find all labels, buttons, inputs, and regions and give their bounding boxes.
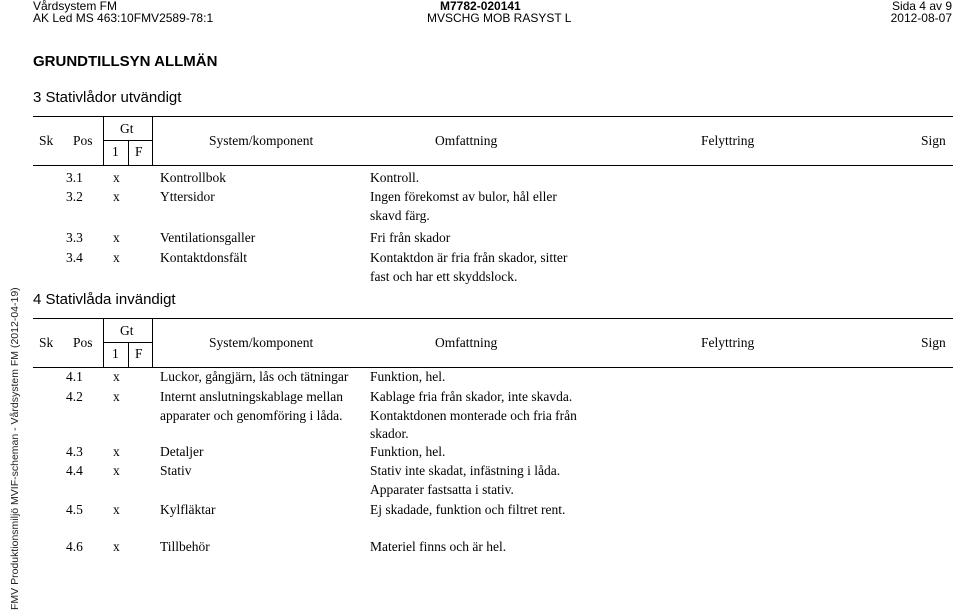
row-omfattning: Fri från skador <box>370 230 451 245</box>
row-system: Yttersidor <box>160 189 215 204</box>
row-system: Detaljer <box>160 444 204 459</box>
col-omfattning: Omfattning <box>435 133 498 148</box>
col-gt-box <box>103 319 153 367</box>
row-pos: 4.5 <box>66 502 83 517</box>
row-system: Luckor, gångjärn, lås och tätningar <box>160 369 349 384</box>
row-pos: 4.2 <box>66 389 83 404</box>
col-gt-1: 1 <box>112 346 119 361</box>
inspection-table-4 <box>33 318 953 554</box>
row-omfattning: Ingen förekomst av bulor, hål eller skavd färg. <box>370 189 557 223</box>
sidebar-source-note: FMV Produktionsmiljö MVIF-scheman - Vårdsystem FM (2012-04-19) <box>9 287 21 610</box>
page-title: GRUNDTILLSYN ALLMÄN <box>33 53 218 70</box>
inspection-table-3 <box>33 116 953 284</box>
header-system-name: Vårdsystem FM <box>33 0 118 13</box>
header-document-ref: AK Led MS 463:10FMV2589-78:1 <box>33 11 214 25</box>
row-gt-mark: x <box>113 444 120 459</box>
row-pos: 4.6 <box>66 539 83 554</box>
row-gt-mark: x <box>113 250 120 265</box>
row-system: Tillbehör <box>160 539 210 554</box>
col-sign: Sign <box>921 133 946 148</box>
col-system: System/komponent <box>209 133 314 148</box>
row-system: Stativ <box>160 463 192 478</box>
row-omfattning: Funktion, hel. <box>370 369 446 384</box>
row-system: Kontrollbok <box>160 170 226 185</box>
row-gt-mark: x <box>113 389 120 404</box>
row-omfattning: Ej skadade, funktion och filtret rent. <box>370 502 566 517</box>
header-date: 2012-08-07 <box>890 11 952 25</box>
row-gt-mark: x <box>113 189 120 204</box>
col-pos: Pos <box>73 133 93 148</box>
table-header <box>33 116 953 166</box>
row-gt-mark: x <box>113 170 120 185</box>
row-omfattning: Kontroll. <box>370 170 420 185</box>
row-pos: 3.1 <box>66 170 83 185</box>
col-sign: Sign <box>921 335 946 350</box>
row-system: Kontaktdonsfält <box>160 250 247 265</box>
row-system: Kylfläktar <box>160 502 216 517</box>
col-felyttring: Felyttring <box>701 133 755 148</box>
col-pos: Pos <box>73 335 93 350</box>
header-document-number: M7782-020141 <box>440 0 521 13</box>
col-gt-f: F <box>135 144 143 159</box>
row-gt-mark: x <box>113 230 120 245</box>
table-header <box>33 318 953 368</box>
col-omfattning: Omfattning <box>435 335 498 350</box>
col-felyttring: Felyttring <box>701 335 755 350</box>
col-gt-1: 1 <box>112 144 119 159</box>
section-title-3: 3 Stativlådor utvändigt <box>33 89 182 106</box>
header-equipment-name: MVSCHG MOB RASYST L <box>427 11 572 25</box>
col-sk: Sk <box>39 133 54 148</box>
header-page-number: Sida 4 av 9 <box>891 0 952 13</box>
row-gt-mark: x <box>113 539 120 554</box>
col-gt: Gt <box>120 121 134 136</box>
row-gt-mark: x <box>113 502 120 517</box>
row-pos: 3.4 <box>66 250 83 265</box>
row-pos: 3.2 <box>66 189 83 204</box>
col-sk: Sk <box>39 335 54 350</box>
row-omfattning: Kablage fria från skador, inte skavda. Kontaktdonen monterade och fria från skador. <box>370 389 577 441</box>
col-system: System/komponent <box>209 335 314 350</box>
row-gt-mark: x <box>113 369 120 384</box>
row-pos: 4.3 <box>66 444 83 459</box>
col-gt-f: F <box>135 346 143 361</box>
col-gt-box <box>103 117 153 165</box>
section-title-4: 4 Stativlåda invändigt <box>33 291 176 308</box>
row-pos: 4.4 <box>66 463 83 478</box>
row-omfattning: Funktion, hel. <box>370 444 446 459</box>
row-omfattning: Stativ inte skadat, infästning i låda. Apparater fastsatta i stativ. <box>370 463 561 497</box>
row-omfattning: Materiel finns och är hel. <box>370 539 507 554</box>
row-pos: 4.1 <box>66 369 83 384</box>
row-pos: 3.3 <box>66 230 83 245</box>
row-system: Internt anslutningskablage mellan apparater och genomföring i låda. <box>160 389 343 423</box>
col-gt: Gt <box>120 323 134 338</box>
row-gt-mark: x <box>113 463 120 478</box>
row-system: Ventilationsgaller <box>160 230 256 245</box>
row-omfattning: Kontaktdon är fria från skador, sitter fast och har ett skyddslock. <box>370 250 568 284</box>
